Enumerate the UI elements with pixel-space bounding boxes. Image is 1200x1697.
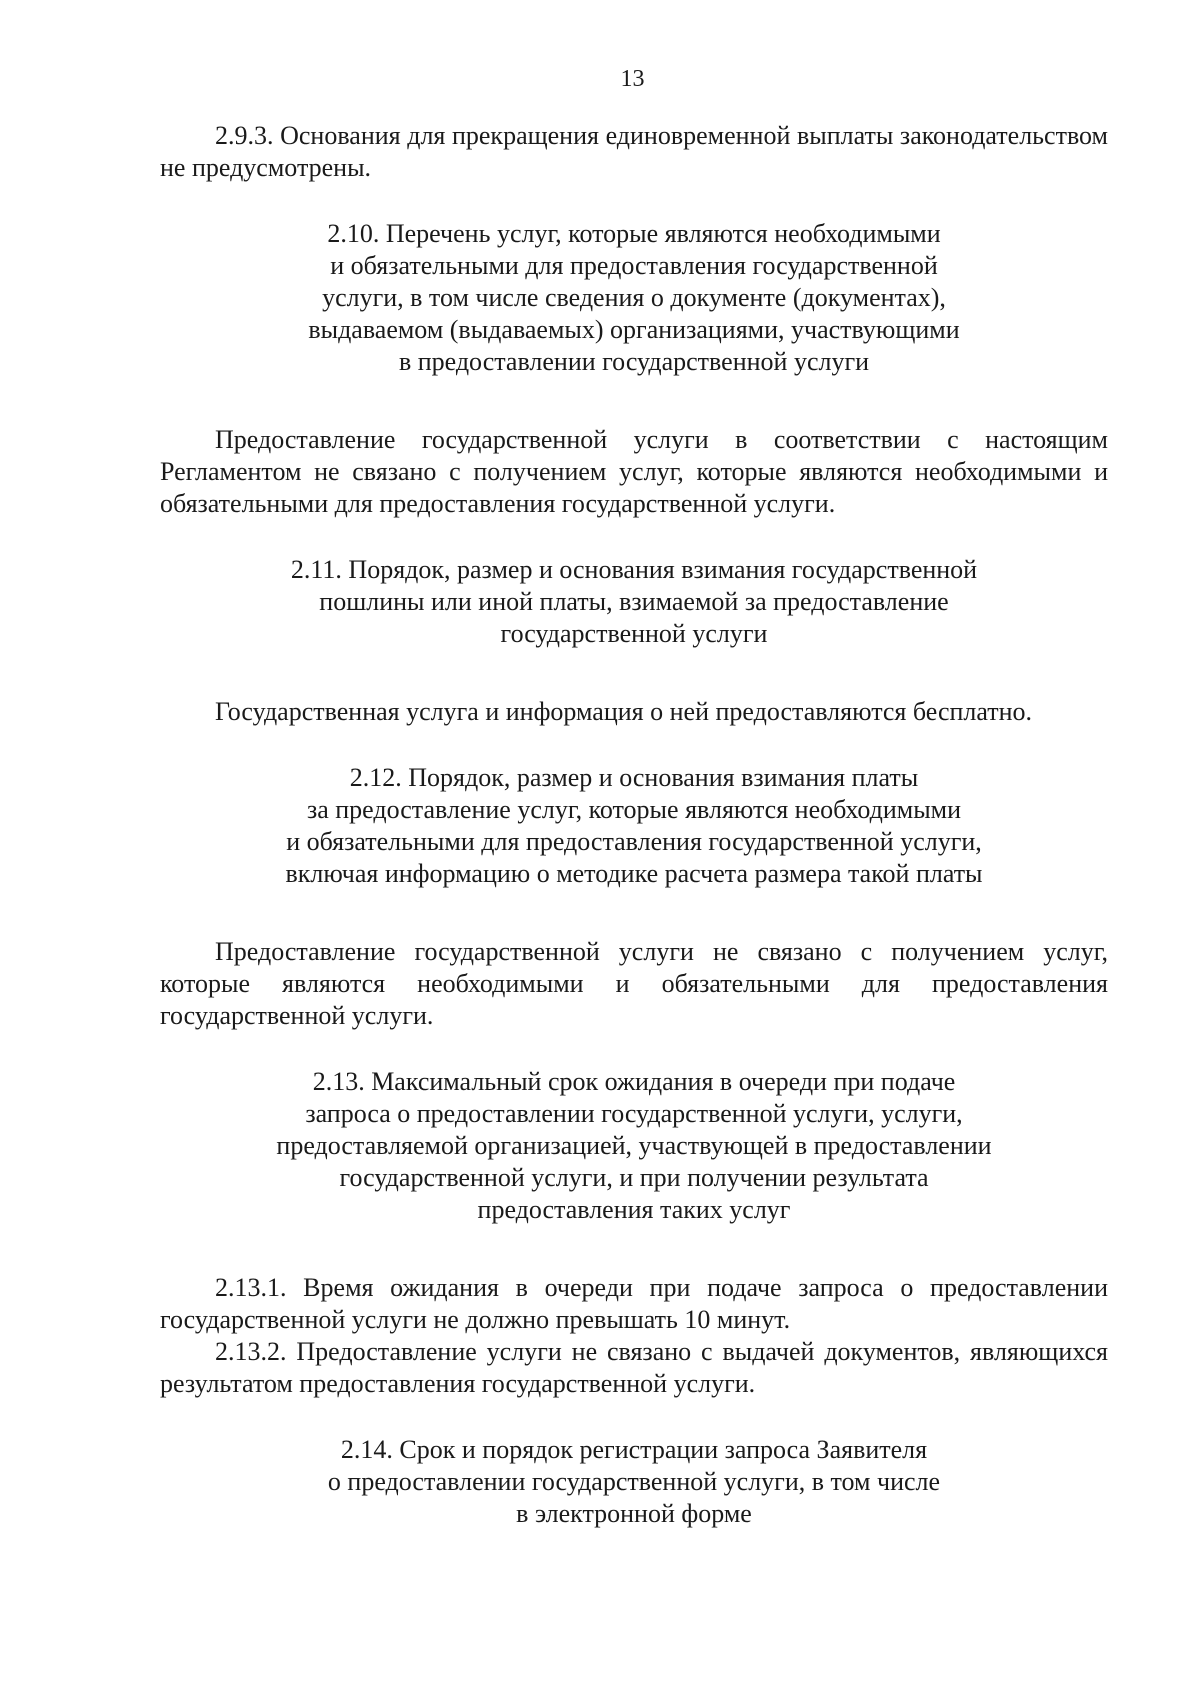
- document-body: [160, 120, 1108, 1530]
- heading-line: в предоставлении государственной услуги: [398, 347, 870, 376]
- heading-line: о предоставлении государственной услуги, в том числе: [327, 1467, 941, 1496]
- paragraph-2-10-body: Предоставление государственной услуги в соответствии с настоящим Регламентом не связано с получением услуг, которые являются необходимыми и обязательными для предоставления государственной услуги.: [160, 425, 1108, 518]
- heading-line: государственной услуги, и при получении результата: [339, 1163, 929, 1192]
- heading-line: включая информацию о методике расчета размера такой платы: [285, 859, 983, 888]
- paragraph-2-12-body: Предоставление государственной услуги не связано с получением услуг, которые являются необходимыми и обязательными для предоставления государственной услуги.: [160, 937, 1108, 1030]
- heading-line: и обязательными для предоставления государственной услуги,: [286, 827, 982, 856]
- paragraph-2-11-body: Государственная услуга и информация о ней предоставляются бесплатно.: [215, 697, 1033, 726]
- heading-line: и обязательными для предоставления государственной: [330, 251, 938, 280]
- heading-line: выдаваемом (выдаваемых) организациями, участвующими: [308, 315, 960, 344]
- heading-line: предоставляемой организацией, участвующей в предоставлении: [276, 1131, 992, 1160]
- heading-2-11: [160, 554, 1108, 650]
- heading-line: 2.10. Перечень услуг, которые являются необходимыми: [327, 219, 941, 248]
- heading-line: за предоставление услуг, которые являются необходимыми: [306, 795, 962, 824]
- heading-2-12: [160, 762, 1108, 890]
- heading-line: 2.13. Максимальный срок ожидания в очереди при подаче: [312, 1067, 956, 1096]
- heading-2-13: [160, 1066, 1108, 1226]
- heading-line: запроса о предоставлении государственной услуги, услуги,: [305, 1099, 963, 1128]
- heading-line: 2.12. Порядок, размер и основания взимания платы: [349, 763, 919, 792]
- heading-line: в электронной форме: [516, 1499, 752, 1528]
- heading-line: государственной услуги: [500, 619, 768, 648]
- paragraph-2-13-2: 2.13.2. Предоставление услуги не связано с выдачей документов, являющихся результатом предоставления государственной услуги.: [160, 1337, 1108, 1398]
- heading-line: 2.14. Срок и порядок регистрации запроса Заявителя: [340, 1435, 928, 1464]
- heading-line: 2.11. Порядок, размер и основания взимания государственной: [290, 555, 978, 584]
- paragraph-2-13-1: 2.13.1. Время ожидания в очереди при подаче запроса о предоставлении государственной услуги не должно превышать 10 минут.: [160, 1273, 1108, 1334]
- heading-2-14: [160, 1434, 1108, 1530]
- paragraph-2-9-3: 2.9.3. Основания для прекращения единовременной выплаты законодательством не предусмотрены.: [160, 121, 1108, 182]
- heading-line: предоставления таких услуг: [477, 1195, 791, 1224]
- heading-line: услуги, в том числе сведения о документе (документах),: [322, 283, 946, 312]
- page-number: 13: [620, 66, 645, 92]
- heading-line: пошлины или иной платы, взимаемой за предоставление: [319, 587, 949, 616]
- heading-2-10: [160, 218, 1108, 378]
